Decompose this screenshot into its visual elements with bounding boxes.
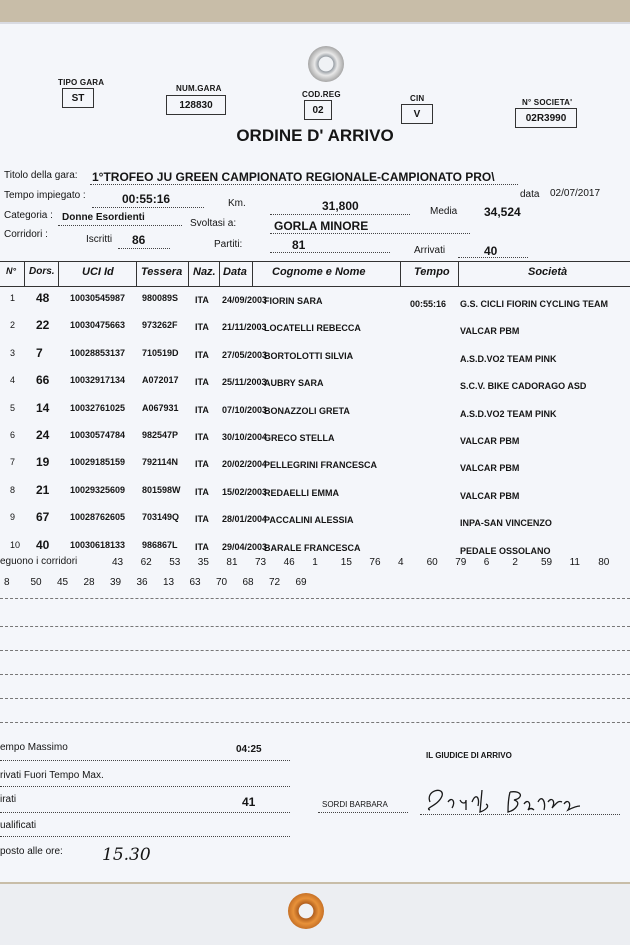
row-team: INPA-SAN VINCENZO [460, 518, 552, 529]
row-tessera: 986867L [142, 539, 178, 550]
row-dorsal: 66 [36, 373, 50, 388]
col-uci: UCI Id [82, 266, 114, 278]
row-dorsal: 48 [36, 291, 50, 305]
row-dorsal: 21 [36, 482, 50, 497]
blank-line [0, 698, 630, 699]
following-rider-number: 2 [512, 557, 518, 568]
row-number: 6 [10, 430, 16, 440]
following-rider-number: 72 [269, 577, 281, 588]
tipo-gara-box: ST [62, 88, 94, 108]
blank-line [0, 650, 630, 651]
tempo-massimo-label: empo Massimo [0, 742, 68, 753]
societa-box: 02R3990 [515, 108, 577, 128]
row-name: BONAZZOLI GRETA [264, 405, 350, 416]
row-team: VALCAR PBM [460, 436, 520, 446]
row-tessera: 792114N [142, 457, 179, 468]
row-birth-date: 29/04/2003 [222, 541, 268, 552]
row-number: 3 [10, 347, 16, 358]
following-rider-number: 45 [57, 577, 69, 588]
row-team: A.S.D.VO2 TEAM PINK [460, 353, 557, 364]
row-birth-date: 30/10/2004 [222, 432, 268, 442]
row-birth-date: 21/11/2003 [222, 322, 267, 333]
ritirati-line [0, 812, 290, 813]
categoria-label: Categoria : [4, 210, 53, 221]
blank-line [0, 598, 630, 599]
giudice-label: IL GIUDICE DI ARRIVO [426, 751, 512, 760]
partiti-label: Partiti: [214, 239, 243, 250]
cin-box: V [401, 104, 433, 124]
row-uci-id: 10028853137 [70, 347, 126, 358]
squalificati-label: ualificati [0, 820, 37, 831]
col-n: N° [6, 266, 17, 276]
following-rider-number: 53 [169, 557, 181, 568]
row-dorsal: 22 [36, 318, 50, 333]
categoria-value: Donne Esordienti [62, 212, 145, 223]
following-rider-number: 63 [189, 577, 201, 588]
titolo-dotted-line [90, 184, 518, 185]
row-number: 7 [10, 457, 16, 468]
titolo-label: Titolo della gara: [4, 170, 78, 181]
row-uci-id: 10030475663 [70, 320, 126, 331]
following-rider-number: 4 [398, 557, 404, 568]
row-birth-date: 15/02/2003 [222, 486, 268, 497]
row-uci-id: 10030574784 [70, 430, 126, 440]
row-team: A.S.D.VO2 TEAM PINK [460, 408, 557, 419]
tempo-massimo-value: 04:25 [236, 744, 262, 755]
row-birth-date: 07/10/2003 [222, 404, 268, 415]
col-nome: Cognome e Nome [272, 266, 366, 278]
following-rider-number: 70 [216, 577, 228, 588]
following-rider-number: 39 [110, 577, 122, 588]
row-dorsal: 19 [36, 455, 50, 470]
following-rider-number: 13 [163, 577, 175, 588]
row-nationality: ITA [195, 377, 209, 388]
row-uci-id: 10029325609 [70, 484, 126, 495]
row-birth-date: 20/02/2004 [222, 459, 268, 470]
row-team: VALCAR PBM [460, 463, 520, 474]
esposto-value: 15.30 [102, 845, 151, 865]
following-rider-number: 50 [30, 577, 42, 588]
following-rider-number: 46 [283, 557, 295, 568]
row-team: VALCAR PBM [460, 490, 520, 501]
col-naz: Naz. [193, 266, 216, 278]
row-number: 9 [10, 512, 16, 523]
row-name: BORTOLOTTI SILVIA [264, 350, 354, 361]
row-tessera: 980089S [142, 293, 179, 303]
row-time: 00:55:16 [410, 299, 447, 309]
row-dorsal: 14 [36, 400, 50, 415]
following-rider-number: 73 [255, 557, 267, 568]
ritirati-label: irati [0, 794, 17, 805]
row-tessera: 801598W [142, 484, 181, 495]
num-gara-box: 128830 [166, 95, 226, 115]
following-rider-number: 43 [112, 557, 124, 568]
cod-reg-label: COD.REG [302, 90, 341, 99]
svoltasi-label: Svoltasi a: [190, 218, 237, 229]
iscritti-dotted-line [118, 248, 170, 249]
row-tessera: 710519D [142, 347, 179, 358]
tempo-massimo-line [0, 760, 290, 761]
cod-reg-box: 02 [304, 100, 332, 120]
row-dorsal: 7 [36, 345, 43, 360]
tempo-dotted-line [92, 207, 204, 208]
following-rider-number: 62 [140, 557, 152, 568]
orange-grommet-icon [288, 893, 324, 929]
data-label: data [520, 189, 540, 200]
row-team: S.C.V. BIKE CADORAGO ASD [460, 381, 587, 392]
partiti-value: 81 [292, 238, 306, 252]
row-name: PELLEGRINI FRANCESCA [264, 460, 378, 471]
row-nationality: ITA [195, 404, 209, 415]
blank-line [0, 674, 630, 675]
row-uci-id: 10030545987 [70, 293, 126, 303]
tempo-label: Tempo impiegato : [4, 190, 86, 201]
svoltasi-value: GORLA MINORE [274, 219, 369, 233]
arrivati-label: Arrivati [414, 245, 446, 256]
row-uci-id: 10032761025 [70, 402, 126, 413]
row-dorsal: 40 [36, 537, 50, 552]
iscritti-value: 86 [132, 233, 146, 247]
row-dorsal: 67 [36, 510, 50, 525]
corridori-label: Corridori : [4, 229, 48, 240]
row-uci-id: 10030618133 [70, 539, 126, 550]
titolo-value: 1°TROFEO JU GREEN CAMPIONATO REGIONALE-CAMPIONATO PRO\ [92, 170, 495, 184]
row-uci-id: 10028762605 [70, 512, 126, 523]
row-uci-id: 10029185159 [70, 457, 126, 468]
following-rider-number: 69 [295, 577, 307, 588]
giudice-name-line [318, 812, 408, 813]
following-rider-number: 81 [226, 557, 238, 568]
iscritti-label: Iscritti [86, 234, 113, 245]
fuori-tempo-line [0, 786, 290, 787]
col-tessera: Tessera [141, 266, 183, 278]
km-value: 31,800 [322, 199, 359, 213]
row-name: BARALE FRANCESCA [264, 542, 361, 553]
race-results-sheet [0, 22, 630, 882]
row-birth-date: 25/11/2003 [222, 377, 267, 388]
row-name: PACCALINI ALESSIA [264, 515, 354, 526]
media-label: Media [430, 206, 458, 217]
following-rider-number: 35 [197, 557, 209, 568]
page-title: ORDINE D' ARRIVO [236, 126, 394, 145]
row-nationality: ITA [195, 486, 209, 497]
following-rider-number: 8 [4, 577, 10, 588]
signature-image [420, 780, 600, 820]
row-nationality: ITA [195, 541, 209, 552]
row-tessera: 703149Q [142, 512, 180, 523]
following-rider-number: 28 [83, 577, 95, 588]
row-dorsal: 24 [36, 428, 50, 442]
row-nationality: ITA [195, 514, 209, 525]
row-nationality: ITA [195, 459, 209, 470]
row-tessera: 982547P [142, 430, 179, 440]
row-tessera: 973262F [142, 320, 178, 331]
row-tessera: A072017 [142, 375, 179, 386]
num-gara-label: NUM.GARA [176, 84, 222, 93]
following-label: eguono i corridori [0, 556, 78, 567]
arrivati-dotted-line [458, 257, 528, 258]
row-name: LOCATELLI REBECCA [264, 323, 361, 334]
col-dors: Dors. [29, 266, 55, 277]
metal-grommet-icon [308, 46, 344, 82]
km-dotted-line [270, 214, 410, 215]
partiti-dotted-line [270, 252, 390, 253]
row-tessera: A067931 [142, 402, 179, 413]
row-number: 8 [10, 484, 16, 495]
following-rider-number: 68 [242, 577, 254, 588]
row-number: 10 [10, 539, 21, 550]
following-rider-number: 80 [598, 557, 610, 568]
tipo-gara-label: TIPO GARA [58, 78, 105, 87]
row-name: FIORIN SARA [264, 296, 323, 306]
squalificati-line [0, 836, 290, 837]
row-name: REDAELLI EMMA [264, 487, 339, 498]
following-rider-number: 59 [541, 557, 553, 568]
following-rider-number: 1 [312, 557, 318, 568]
row-team: G.S. CICLI FIORIN CYCLING TEAM [460, 299, 608, 309]
row-number: 1 [10, 293, 16, 303]
following-rider-number: 15 [340, 557, 352, 568]
following-rider-number: 6 [483, 557, 490, 568]
row-nationality: ITA [195, 432, 209, 442]
row-number: 5 [10, 402, 16, 413]
blank-line [0, 626, 630, 627]
giudice-name: SORDI BARBARA [322, 800, 388, 809]
row-number: 2 [10, 320, 16, 331]
row-uci-id: 10032917134 [70, 375, 126, 386]
results-table-header [0, 261, 630, 287]
row-nationality: ITA [195, 322, 209, 333]
row-team: VALCAR PBM [460, 326, 520, 337]
data-value: 02/07/2017 [550, 188, 601, 199]
ritirati-value: 41 [242, 795, 256, 809]
following-rider-number: 11 [569, 557, 580, 568]
following-rider-number: 36 [136, 577, 148, 588]
blank-line [0, 722, 630, 723]
media-value: 34,524 [484, 205, 521, 219]
svoltasi-dotted-line [270, 233, 470, 234]
row-nationality: ITA [195, 295, 209, 305]
km-label: Km. [228, 198, 246, 209]
col-societa: Società [528, 266, 568, 278]
categoria-dotted-line [58, 225, 182, 226]
following-rider-number: 79 [455, 557, 467, 568]
row-nationality: ITA [195, 349, 209, 360]
row-birth-date: 27/05/2003 [222, 349, 268, 360]
row-number: 4 [10, 375, 16, 386]
row-birth-date: 28/01/2004 [222, 514, 268, 525]
fuori-tempo-label: rivati Fuori Tempo Max. [0, 770, 104, 781]
row-name: GRECO STELLA [264, 433, 335, 443]
tempo-value: 00:55:16 [122, 192, 171, 206]
col-tempo: Tempo [414, 266, 450, 278]
row-birth-date: 24/09/2003 [222, 295, 268, 305]
col-data: Data [223, 266, 247, 278]
cin-label: CIN [410, 94, 425, 103]
row-team: PEDALE OSSOLANO [460, 545, 551, 556]
societa-label: N° SOCIETA' [522, 98, 573, 107]
esposto-label: posto alle ore: [0, 846, 63, 857]
row-name: AUBRY SARA [264, 378, 324, 389]
following-rider-number: 60 [426, 557, 438, 568]
following-rider-number: 76 [369, 557, 381, 568]
arrivati-value: 40 [484, 244, 498, 258]
